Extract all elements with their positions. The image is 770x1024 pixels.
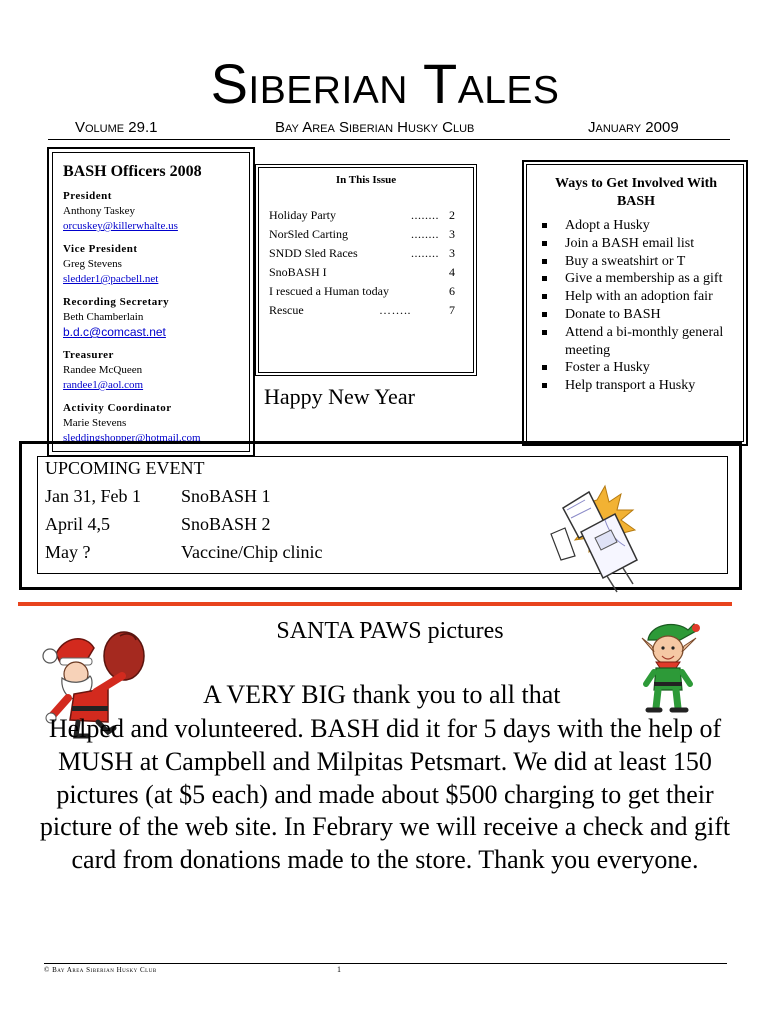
newsletter-title: Siberian Tales [210,52,560,115]
event-date: Jan 31, Feb 1 [45,486,141,506]
officer-role: Treasurer [63,349,114,361]
issue-item-name: Holiday Party [269,208,336,222]
issue-date: January 2009 [588,119,679,136]
officer-name: Greg Stevens [63,258,122,270]
ways-item: Adopt a Husky [535,217,737,235]
masthead-rule [48,139,730,140]
officers-box [47,147,255,457]
officer-treasurer [63,348,239,393]
club-name: Bay Area Siberian Husky Club [275,119,475,136]
issue-item-name: Rescue [269,303,304,317]
issue-list [269,208,461,322]
ways-to-get-involved-box [522,160,748,446]
officer-role: Vice President [63,243,138,255]
event-name: SnoBASH 1 [181,486,271,506]
issue-item-leader: ........ [411,208,439,222]
issue-item [269,303,461,322]
officer-name: Beth Chamberlain [63,311,144,323]
page-number: 1 [337,965,341,974]
issue-item-leader: …….. [379,303,411,317]
issue-item [269,227,461,246]
officer-name: Marie Stevens [63,417,127,429]
event-name: SnoBASH 2 [181,514,271,534]
ways-item: Give a membership as a gift [535,270,737,288]
footer-copyright: © Bay Area Siberian Husky Club [44,966,157,974]
issue-item-page: 2 [449,208,455,222]
event-date: May ? [45,542,91,562]
issue-item-name: SnoBASH I [269,265,327,279]
issue-item-page: 7 [449,303,455,317]
officer-email-link[interactable]: b.d.c@comcast.net [63,325,166,339]
ways-item: Join a BASH email list [535,235,737,253]
issue-item-page: 4 [449,265,455,279]
officer-email-link[interactable]: sleddingshopper@hotmail.com [63,432,201,444]
event-date: April 4,5 [45,514,110,534]
issue-item [269,208,461,227]
article-title: SANTA PAWS pictures [276,618,504,644]
officer-name: Anthony Taskey [63,205,136,217]
ways-item: Buy a sweatshirt or T [535,253,737,271]
ways-item: Foster a Husky [535,359,737,377]
event-name: Vaccine/Chip clinic [181,542,323,562]
officer-recording-secretary [63,295,239,340]
officer-email-link[interactable]: sledder1@pacbell.net [63,273,159,285]
ways-title: Ways to Get Involved With BASH [554,176,718,209]
ways-item: Help transport a Husky [535,377,737,395]
in-this-issue-box [255,164,477,376]
officer-activity-coordinator [63,401,239,446]
ways-item: Attend a bi-monthly general meeting [535,324,737,360]
laundry-clipart [545,480,655,600]
issue-item-name: NorSled Carting [269,227,348,241]
article-first-line: A VERY BIG thank you to all that [203,680,561,709]
greeting-text: Happy New Year [264,384,415,409]
officer-vice-president [63,242,239,287]
issue-item-page: 6 [449,284,455,298]
issue-item-leader: ........ [411,227,439,241]
ways-list [535,217,737,395]
officer-role: Activity Coordinator [63,402,172,414]
issue-item-page: 3 [449,227,455,241]
issue-item [269,246,461,265]
officer-role: Recording Secretary [63,296,170,308]
issue-item [269,284,461,303]
issue-item-page: 3 [449,246,455,260]
article-body: Helped and volunteered. BASH did it for 5 days with the help of MUSH at Campbell and Milpitas Petsmart. We did at least 150 pictures (at $5 each) and made about $500 charging to get their picture of the web site. In Febrary we will receive a check and gift card from donations made to the store. Thank you everyone. [39,714,731,875]
issue-item-name: I rescued a Human today [269,284,389,298]
officer-president [63,189,239,234]
officer-email-link[interactable]: randee1@aol.com [63,379,144,391]
issue-item [269,265,461,284]
issue-item-name: SNDD Sled Races [269,246,358,260]
officer-name: Randee McQueen [63,364,143,376]
officers-title: BASH Officers 2008 [63,163,202,180]
ways-item: Help with an adoption fair [535,288,737,306]
issue-item-leader: ........ [411,246,439,260]
section-divider [18,602,732,606]
upcoming-event-heading: UPCOMING EVENT [45,458,205,478]
ways-item: Donate to BASH [535,306,737,324]
officer-role: President [63,190,112,202]
officer-email-link[interactable]: orcuskey@killerwhalte.us [63,220,178,232]
volume-label: Volume 29.1 [75,119,158,136]
footer-rule [44,963,727,964]
issue-box-title: In This Issue [335,174,397,186]
